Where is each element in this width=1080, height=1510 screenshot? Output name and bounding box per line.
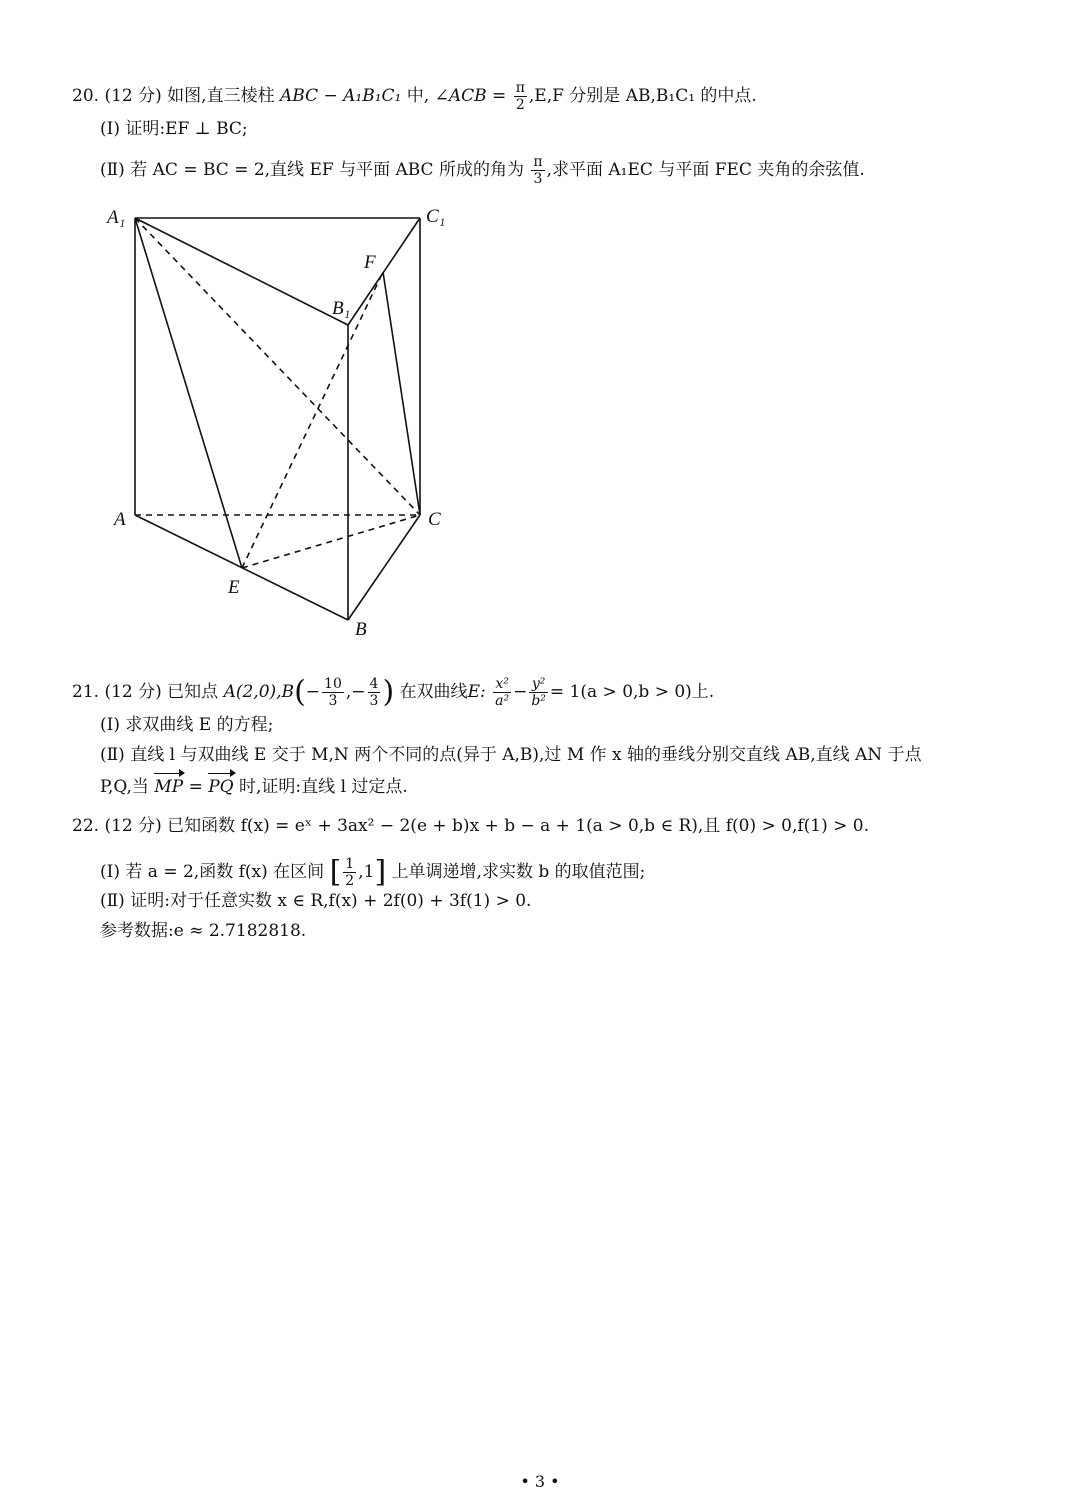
label-b1: B₁ bbox=[332, 298, 351, 319]
q20-part1-label: (Ⅰ) bbox=[100, 119, 120, 139]
q21-score: (12 分) bbox=[104, 682, 162, 702]
label-c: C bbox=[428, 509, 441, 530]
q20-eq: = bbox=[486, 86, 512, 106]
q22-reference bbox=[100, 920, 306, 942]
q22-frac-den: 2 bbox=[345, 873, 355, 889]
q20-part1 bbox=[100, 118, 248, 140]
q21-paren-open: ( bbox=[294, 674, 306, 710]
q21-frac-10-3 bbox=[322, 676, 344, 709]
q22-intro: 已知函数 f(x) = eˣ + 3ax² − 2(e + b)x + b − a + 1(a > 0,b ∈ R),且 f(0) > 0,f(1) > 0. bbox=[167, 816, 869, 836]
q21-frac-x2-a2 bbox=[493, 676, 511, 709]
q22-score: (12 分) bbox=[104, 816, 162, 836]
q21-intro-c: = 1(a > 0,b > 0)上. bbox=[549, 682, 715, 702]
q21-vector-pq: PQ bbox=[208, 777, 234, 797]
q21-intro-a: 已知点 bbox=[167, 682, 219, 702]
q20-statement bbox=[72, 80, 757, 113]
q21-part2-text-b: P,Q,当 bbox=[100, 777, 149, 797]
q21-frac3-den: a² bbox=[495, 693, 510, 709]
q21-part2-text-a: 直线 l 与双曲线 E 交于 M,N 两个不同的点(异于 A,B),过 M 作 x 轴的垂线分别交直线 AB,直线 AN 于点 bbox=[130, 745, 922, 765]
edge-b-c bbox=[348, 515, 420, 620]
q21-frac2-num: 4 bbox=[369, 676, 379, 692]
q21-frac2-den: 3 bbox=[369, 693, 379, 709]
q20-part2-text-a: 若 AC = BC = 2,直线 EF 与平面 ABC 所成的角为 bbox=[130, 160, 524, 180]
q21-frac3-num: x² bbox=[493, 676, 511, 693]
q22-number: 22. bbox=[72, 816, 100, 836]
q20-number: 20. bbox=[72, 86, 100, 106]
edge-b1-c1 bbox=[348, 218, 420, 325]
q21-part1-text: 求双曲线 E 的方程; bbox=[125, 715, 274, 735]
q21-statement bbox=[72, 676, 714, 709]
q20-fraction-pi-3 bbox=[531, 154, 544, 187]
q20-part1-text: 证明:EF ⊥ BC; bbox=[125, 119, 248, 139]
q20-prism-top: A₁B₁C₁ bbox=[343, 86, 402, 106]
edge-e-f-dashed bbox=[242, 272, 383, 568]
q21-point-a: A(2,0),B bbox=[223, 682, 295, 702]
edge-f-c bbox=[383, 272, 420, 515]
q22-part1 bbox=[100, 856, 645, 889]
q20-dash: − bbox=[318, 86, 344, 106]
q21-curve: E: bbox=[467, 682, 486, 702]
q22-part2-text: 证明:对于任意实数 x ∈ R,f(x) + 2f(0) + 3f(1) > 0. bbox=[130, 891, 532, 911]
q21-part2-text-c: 时,证明:直线 l 过定点. bbox=[239, 777, 408, 797]
q21-paren-close: ) bbox=[382, 674, 395, 710]
label-f: F bbox=[364, 252, 376, 273]
q20-frac2-num: π bbox=[533, 154, 543, 170]
q21-part2 bbox=[100, 744, 922, 766]
q20-intro-a: 如图,直三棱柱 bbox=[167, 86, 275, 106]
q21-frac-y2-b2 bbox=[529, 676, 548, 709]
q20-frac2-den: 3 bbox=[533, 171, 543, 187]
q21-vector-mp: MP bbox=[154, 777, 184, 797]
q20-frac-num: π bbox=[515, 80, 525, 96]
q21-intro-b: 在双曲线 bbox=[399, 682, 468, 702]
q22-bracket-open: [ bbox=[329, 854, 342, 890]
edge-a1-c-dashed bbox=[135, 218, 420, 515]
q22-interval-end: ,1 bbox=[358, 862, 375, 882]
q22-frac-1-2 bbox=[343, 856, 356, 889]
q20-part2-text-b: ,求平面 A₁EC 与平面 FEC 夹角的余弦值. bbox=[546, 160, 865, 180]
q20-part2 bbox=[100, 154, 865, 187]
q20-fraction-pi-2 bbox=[514, 80, 527, 113]
q20-part2-label: (Ⅱ) bbox=[100, 160, 125, 180]
q21-frac-4-3 bbox=[368, 676, 381, 709]
prism-figure bbox=[100, 195, 460, 645]
q21-minus2: − bbox=[513, 682, 528, 702]
q22-frac-num: 1 bbox=[345, 856, 355, 872]
q21-number: 21. bbox=[72, 682, 100, 702]
q21-minus1: − bbox=[305, 682, 321, 702]
q21-frac1-num: 10 bbox=[324, 676, 342, 692]
q21-frac4-num: y² bbox=[529, 676, 548, 693]
q20-intro-b: 中, bbox=[406, 86, 430, 106]
q21-frac4-den: b² bbox=[531, 693, 546, 709]
q21-part1-label: (Ⅰ) bbox=[100, 715, 120, 735]
label-a1: A₁ bbox=[107, 207, 126, 228]
q20-angle: ∠ACB bbox=[434, 86, 487, 106]
q21-part2-label: (Ⅱ) bbox=[100, 745, 125, 765]
q22-part2 bbox=[100, 890, 531, 912]
q21-comma: ,− bbox=[345, 682, 366, 702]
q22-part1-text-a: 若 a = 2,函数 f(x) 在区间 bbox=[125, 862, 325, 882]
edge-a1-b1 bbox=[135, 218, 351, 325]
label-c1: C₁ bbox=[426, 206, 446, 227]
q22-part2-label: (Ⅱ) bbox=[100, 891, 125, 911]
q21-part2-cont bbox=[100, 776, 408, 798]
edge-e-c-dashed bbox=[242, 515, 420, 568]
q22-reference-text: 参考数据:e ≈ 2.7182818. bbox=[100, 921, 307, 941]
q22-statement bbox=[72, 815, 869, 837]
q21-frac1-den: 3 bbox=[328, 693, 338, 709]
q21-part1 bbox=[100, 714, 273, 736]
q22-bracket-close: ] bbox=[374, 854, 387, 890]
label-a: A bbox=[114, 509, 126, 530]
label-e: E bbox=[228, 577, 240, 598]
page-number: • 3 • bbox=[520, 1472, 560, 1491]
q20-frac-den: 2 bbox=[515, 97, 525, 113]
q22-part1-text-b: 上单调递增,求实数 b 的取值范围; bbox=[391, 862, 646, 882]
q20-intro-c: ,E,F 分别是 AB,B₁C₁ 的中点. bbox=[528, 86, 757, 106]
q20-prism: ABC bbox=[279, 86, 319, 106]
q22-part1-label: (Ⅰ) bbox=[100, 862, 120, 882]
q21-vec-eq: = bbox=[183, 777, 209, 797]
q20-score: (12 分) bbox=[104, 86, 162, 106]
label-b: B bbox=[355, 619, 367, 640]
